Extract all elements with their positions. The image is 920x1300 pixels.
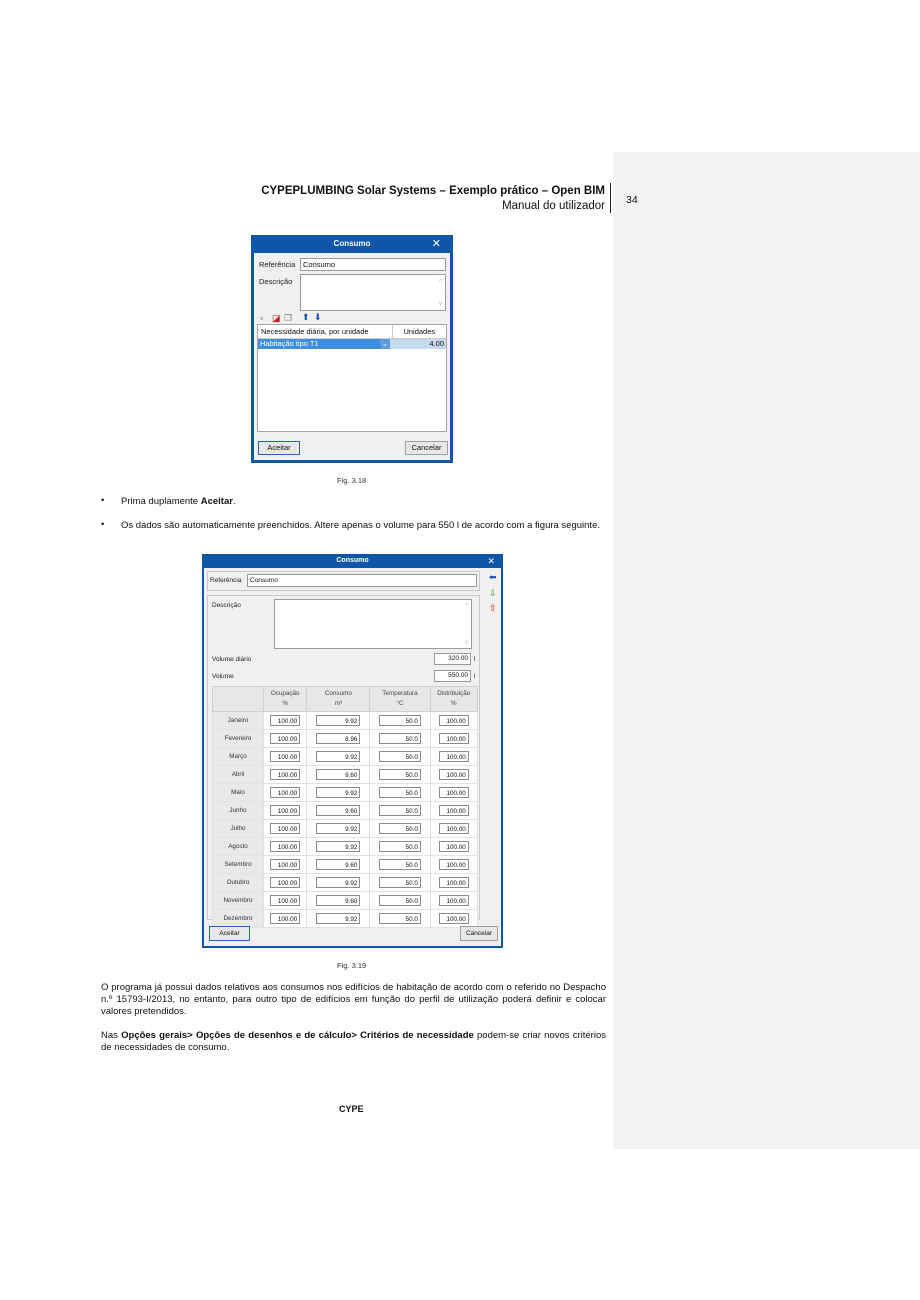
- ocupacao-cell: [264, 766, 307, 784]
- month-label: Agosto: [213, 838, 264, 856]
- distribuicao-cell: [430, 910, 477, 928]
- move-down-icon[interactable]: ⬇: [314, 312, 322, 322]
- consumo-cell: [307, 856, 370, 874]
- descricao-textarea[interactable]: [300, 274, 446, 311]
- ocupacao-cell: [264, 784, 307, 802]
- table-row: [213, 730, 478, 748]
- ocupacao-cell: [264, 802, 307, 820]
- cancelar-button[interactable]: Cancelar: [405, 441, 448, 455]
- month-label: Maio: [213, 784, 264, 802]
- grid-row[interactable]: [258, 339, 446, 349]
- ocupacao-cell: [264, 730, 307, 748]
- consumo-cell: [307, 802, 370, 820]
- bullet-dot: •: [101, 495, 105, 506]
- table-row: [213, 910, 478, 928]
- temperatura-cell: [370, 838, 430, 856]
- delete-row-icon[interactable]: ◪: [272, 313, 281, 323]
- dialog-body: [254, 253, 450, 460]
- column-unit: °C: [396, 700, 404, 707]
- consumo-cell: [307, 784, 370, 802]
- ocupacao-input[interactable]: 100.00: [270, 805, 300, 816]
- scroll-down-icon[interactable]: v: [439, 301, 442, 307]
- table-row: [213, 802, 478, 820]
- column-label: Consumo: [324, 690, 352, 697]
- ocupacao-cell: [264, 910, 307, 928]
- consumo-header: [307, 687, 370, 712]
- temperatura-input[interactable]: 50.0: [379, 823, 421, 834]
- scroll-up-icon[interactable]: ^: [465, 603, 468, 609]
- column-label: Temperatura: [382, 690, 418, 697]
- move-up-icon[interactable]: ⬆: [302, 312, 310, 322]
- table-row: [213, 748, 478, 766]
- table-row: [213, 892, 478, 910]
- distribuicao-cell: [430, 748, 477, 766]
- dialog-titlebar: [251, 235, 453, 253]
- distribuicao-cell: [430, 802, 477, 820]
- close-icon[interactable]: ✕: [487, 556, 495, 566]
- distribuicao-input[interactable]: 100.00: [439, 823, 469, 834]
- distribuicao-input[interactable]: 100.00: [439, 877, 469, 888]
- referencia-label: Referência: [210, 577, 242, 584]
- volume-label: Volume: [212, 673, 234, 680]
- ocupacao-input[interactable]: 100.00: [270, 859, 300, 870]
- consumo-cell: [307, 874, 370, 892]
- table-row: [213, 856, 478, 874]
- distribuicao-input[interactable]: 100.00: [439, 733, 469, 744]
- column-unit: m³: [334, 700, 343, 707]
- descricao-label: Descrição: [212, 602, 241, 609]
- bullet-2: Os dados são automaticamente preenchidos. Altere apenas o volume para 550 l de acordo com a figura seguinte.: [121, 520, 600, 531]
- distribuicao-cell: [430, 838, 477, 856]
- month-header: [213, 687, 264, 712]
- footer-brand: CYPE: [339, 1104, 364, 1114]
- new-row-icon[interactable]: ▫: [260, 313, 264, 323]
- month-label: Janeiro: [213, 712, 264, 730]
- consumo-cell: [307, 910, 370, 928]
- temperatura-input[interactable]: 50.0: [379, 805, 421, 816]
- export-red-icon[interactable]: ⇧: [489, 603, 497, 613]
- grid-header-unidades: Unidades: [403, 327, 436, 336]
- bullet-1-end: .: [232, 496, 236, 507]
- table-header-row: [213, 687, 478, 712]
- ocupacao-input[interactable]: 100.00: [270, 751, 300, 762]
- temperatura-cell: [370, 766, 430, 784]
- consumo-input[interactable]: 9.60: [316, 769, 360, 780]
- consumo-input[interactable]: 9.92: [316, 787, 360, 798]
- distribuicao-input[interactable]: 100.00: [439, 769, 469, 780]
- temperatura-cell: [370, 712, 430, 730]
- paragraph-2-bold: Opções gerais> Opções de desenhos e de cálculo> Critérios de necessidade: [121, 1030, 474, 1041]
- distribuicao-input[interactable]: 100.00: [439, 913, 469, 924]
- copy-row-icon[interactable]: ❐: [284, 313, 293, 323]
- temperatura-cell: [370, 874, 430, 892]
- temperatura-cell: [370, 910, 430, 928]
- temperatura-input[interactable]: 50.0: [379, 733, 421, 744]
- ocupacao-input[interactable]: 100.00: [270, 787, 300, 798]
- paragraph-2-text: Nas: [101, 1030, 122, 1041]
- column-label: Distribuição: [437, 690, 471, 697]
- monthly-table: [212, 686, 478, 928]
- column-label: Ocupação: [270, 690, 300, 697]
- grid-header-necessidade: Necessidade diária, por unidade: [258, 325, 393, 338]
- consumo-input[interactable]: 8.96: [316, 733, 360, 744]
- consumo-cell: [307, 766, 370, 784]
- figure-caption-2: Fig. 3.19: [337, 961, 367, 970]
- volume-diario-unit: l: [474, 656, 476, 663]
- page-margin-panel: [613, 152, 920, 1149]
- distribuicao-input[interactable]: 100.00: [439, 787, 469, 798]
- page-number: 34: [626, 194, 638, 206]
- import-green-icon[interactable]: ⇩: [489, 588, 497, 598]
- scroll-up-icon[interactable]: ^: [439, 279, 442, 285]
- consumo-input[interactable]: 9.60: [316, 859, 360, 870]
- distribuicao-cell: [430, 892, 477, 910]
- temperatura-input[interactable]: 50.0: [379, 877, 421, 888]
- header-subtitle: Manual do utilizador: [502, 200, 605, 212]
- month-label: Setembro: [213, 856, 264, 874]
- consumo-input[interactable]: 9.92: [316, 715, 360, 726]
- distribuicao-cell: [430, 730, 477, 748]
- consumo-input[interactable]: 9.92: [316, 913, 360, 924]
- ocupacao-input[interactable]: 100.00: [270, 715, 300, 726]
- table-row: [213, 838, 478, 856]
- cancelar-button[interactable]: Cancelar: [460, 926, 498, 941]
- aceitar-button[interactable]: Aceitar: [258, 441, 300, 455]
- paragraph-1: O programa já possui dados relativos aos consumos nos edifícios de habitação de acordo com o referido no Despacho n.º 15793-I/2013, no entanto, para outro tipo de edifícios em função do perfil de utilização poderá definir e colocar valores pretendidos.: [101, 982, 606, 1017]
- volume-diario-label: Volume diário: [212, 656, 252, 663]
- distribuicao-input[interactable]: 100.00: [439, 859, 469, 870]
- table-row: [213, 766, 478, 784]
- temperatura-header: [370, 687, 430, 712]
- distribuicao-cell: [430, 712, 477, 730]
- ocupacao-input[interactable]: 100.00: [270, 841, 300, 852]
- distribuicao-cell: [430, 766, 477, 784]
- temperatura-input[interactable]: 50.0: [379, 841, 421, 852]
- ocupacao-input[interactable]: 100.00: [270, 913, 300, 924]
- ocupacao-cell: [264, 712, 307, 730]
- bullet-1-text: Prima duplamente: [121, 496, 201, 507]
- month-label: Fevereiro: [213, 730, 264, 748]
- ocupacao-input[interactable]: 100.00: [270, 769, 300, 780]
- necessidade-select[interactable]: Habitação tipo T1: [258, 339, 380, 349]
- bullet-1: [121, 496, 606, 508]
- referencia-input[interactable]: Consumo: [247, 574, 477, 587]
- consumo-input[interactable]: 9.92: [316, 877, 360, 888]
- header-divider: [610, 183, 611, 213]
- figure-caption-1: Fig. 3.18: [337, 476, 367, 485]
- temperatura-cell: [370, 892, 430, 910]
- table-row: [213, 820, 478, 838]
- temperatura-input[interactable]: 50.0: [379, 913, 421, 924]
- consumo-cell: [307, 820, 370, 838]
- distribuicao-input[interactable]: 100.00: [439, 895, 469, 906]
- consumo-cell: [307, 748, 370, 766]
- chevron-down-icon[interactable]: ⌄: [381, 339, 389, 348]
- unidades-cell[interactable]: 4.00: [390, 339, 446, 349]
- necessidade-grid: [257, 324, 447, 432]
- dialog-title: Consumo: [336, 557, 369, 564]
- table-row: [213, 712, 478, 730]
- distribuicao-input[interactable]: 100.00: [439, 805, 469, 816]
- bullet-1-bold: Aceitar: [200, 496, 233, 507]
- distribuicao-input[interactable]: 100.00: [439, 715, 469, 726]
- table-row: [213, 784, 478, 802]
- ocupacao-input[interactable]: 100.00: [270, 895, 300, 906]
- temperatura-input[interactable]: 50.0: [379, 751, 421, 762]
- month-label: Julho: [213, 820, 264, 838]
- dialog-titlebar: [202, 554, 503, 568]
- month-label: Junho: [213, 802, 264, 820]
- month-label: Novembro: [213, 892, 264, 910]
- temperatura-cell: [370, 856, 430, 874]
- temperatura-input[interactable]: 50.0: [379, 859, 421, 870]
- distribuicao-input[interactable]: 100.00: [439, 751, 469, 762]
- consumo-input[interactable]: 9.92: [316, 751, 360, 762]
- ocupacao-input[interactable]: 100.00: [270, 877, 300, 888]
- paragraph-2: [101, 1030, 606, 1054]
- header-title: CYPEPLUMBING Solar Systems – Exemplo prático – Open BIM: [261, 185, 605, 197]
- volume-diario-input[interactable]: 320.00: [434, 653, 471, 665]
- dialog-body: [204, 568, 501, 946]
- temperatura-cell: [370, 784, 430, 802]
- consumo-cell: [307, 838, 370, 856]
- distribuicao-cell: [430, 820, 477, 838]
- distribuicao-header: [430, 687, 477, 712]
- scroll-down-icon[interactable]: v: [465, 640, 468, 646]
- consumo-input[interactable]: 9.92: [316, 823, 360, 834]
- month-label: Março: [213, 748, 264, 766]
- consumo-cell: [307, 712, 370, 730]
- consumo-input[interactable]: 9.60: [316, 895, 360, 906]
- dialog-title: Consumo: [333, 239, 371, 248]
- ocupacao-header: [264, 687, 307, 712]
- distribuicao-input[interactable]: 100.00: [439, 841, 469, 852]
- column-unit: %: [450, 700, 457, 707]
- ocupacao-cell: [264, 892, 307, 910]
- ocupacao-cell: [264, 874, 307, 892]
- consumo-cell: [307, 892, 370, 910]
- referencia-input[interactable]: Consumo: [300, 258, 446, 271]
- arrow-left-icon[interactable]: ⬅: [489, 572, 497, 582]
- temperatura-cell: [370, 820, 430, 838]
- ocupacao-cell: [264, 820, 307, 838]
- consumo-dialog-large: [202, 554, 503, 948]
- ocupacao-input[interactable]: 100.00: [270, 823, 300, 834]
- table-row: [213, 874, 478, 892]
- referencia-label: Referência: [259, 260, 296, 269]
- temperatura-input[interactable]: 50.0: [379, 769, 421, 780]
- consumo-input[interactable]: 9.92: [316, 841, 360, 852]
- descricao-label: Descrição: [259, 277, 293, 286]
- distribuicao-cell: [430, 856, 477, 874]
- month-label: Abril: [213, 766, 264, 784]
- temperatura-cell: [370, 730, 430, 748]
- volume-unit: l: [474, 673, 476, 680]
- descricao-textarea[interactable]: [274, 599, 472, 649]
- consumo-dialog-small: [251, 235, 453, 463]
- temperatura-input[interactable]: 50.0: [379, 787, 421, 798]
- distribuicao-cell: [430, 784, 477, 802]
- distribuicao-cell: [430, 874, 477, 892]
- column-unit: %: [282, 700, 288, 707]
- consumo-cell: [307, 730, 370, 748]
- consumo-input[interactable]: 9.60: [316, 805, 360, 816]
- temperatura-input[interactable]: 50.0: [379, 895, 421, 906]
- aceitar-button[interactable]: Aceitar: [209, 926, 250, 941]
- volume-input[interactable]: 550.00: [434, 670, 471, 682]
- bullet-dot: •: [101, 519, 105, 530]
- temperatura-cell: [370, 802, 430, 820]
- ocupacao-cell: [264, 748, 307, 766]
- ocupacao-cell: [264, 856, 307, 874]
- ocupacao-cell: [264, 838, 307, 856]
- paragraph-2-end: podem-se criar novos critérios de necessidades de consumo.: [101, 1030, 606, 1053]
- temperatura-cell: [370, 748, 430, 766]
- temperatura-input[interactable]: 50.0: [379, 715, 421, 726]
- ocupacao-input[interactable]: 100.00: [270, 733, 300, 744]
- grid-header: [258, 325, 446, 339]
- month-label: Dezembro: [213, 910, 264, 928]
- month-label: Outubro: [213, 874, 264, 892]
- close-icon[interactable]: ✕: [431, 238, 441, 250]
